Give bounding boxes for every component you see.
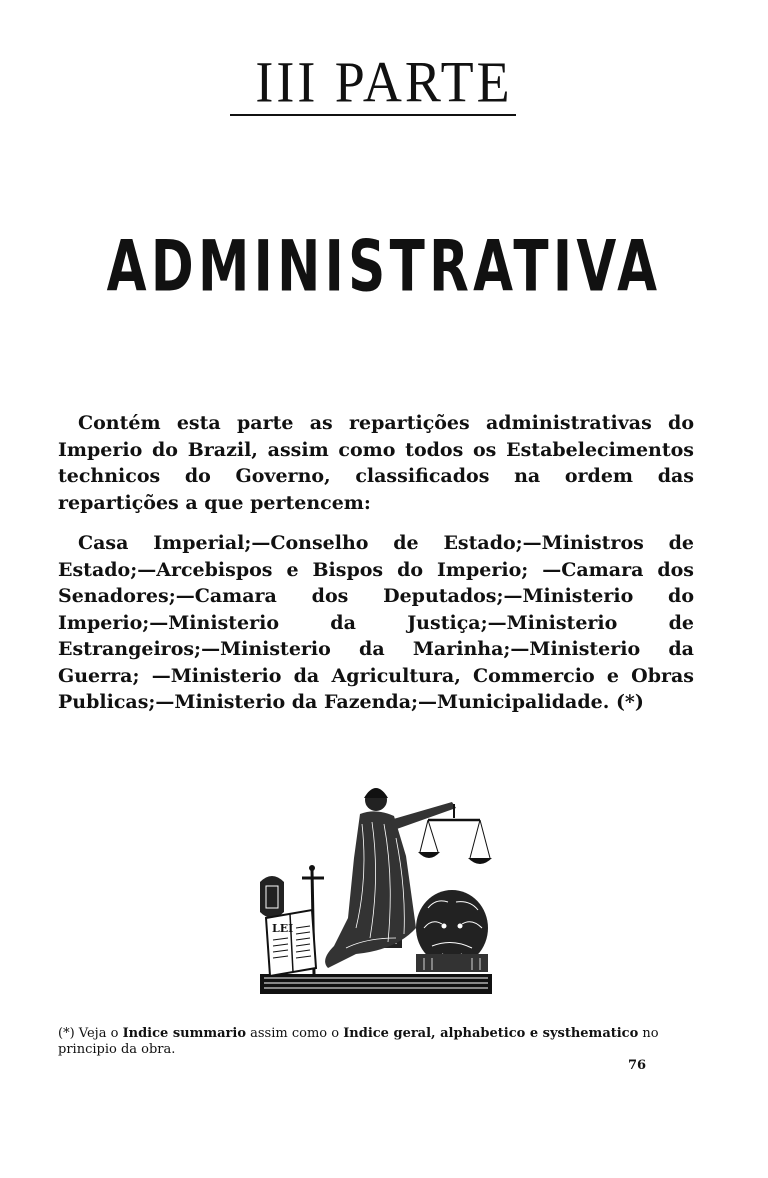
- footnote-ref-summary: Indice summario: [122, 1026, 246, 1041]
- footnote-ref-general: Indice geral, alphabetico e systhematico: [343, 1026, 639, 1041]
- footnote: [58, 1026, 694, 1058]
- footnote-marker: (*): [58, 1026, 75, 1041]
- contents-paragraph: Casa Imperial;—Conselho de Estado;—Ministros de Estado;—Arcebispos e Bispos do Imperio; —Camara dos Senadores;—Camara dos Deputados;—Ministerio do Imperio;—Ministerio da Justiça;—Ministerio de Estrangeiros;—Ministerio da Marinha;—Ministerio da Guerra; —Ministerio da Agricultura, Commercio e Obras Publicas;—Ministerio da Fazenda;—Municipalidade. (*): [58, 532, 694, 713]
- part-title: III PARTE: [255, 49, 513, 115]
- page-title: ADMINISTRATIVA: [106, 225, 662, 309]
- title-underline: [230, 114, 516, 116]
- footnote-text: no principio da obra.: [58, 1026, 659, 1057]
- footnote-text: assim como o: [246, 1026, 344, 1041]
- justice-emblem-icon: [256, 778, 496, 1000]
- page-number: 76: [628, 1058, 647, 1073]
- intro-paragraph: Contém esta parte as repartições administrativas do Imperio do Brazil, assim como todos os Estabelecimentos technicos do Governo, classificados na ordem das repartições a que pertencem:: [58, 412, 694, 514]
- footnote-text: Veja o: [74, 1026, 123, 1041]
- book-lettering: LEI: [272, 922, 294, 935]
